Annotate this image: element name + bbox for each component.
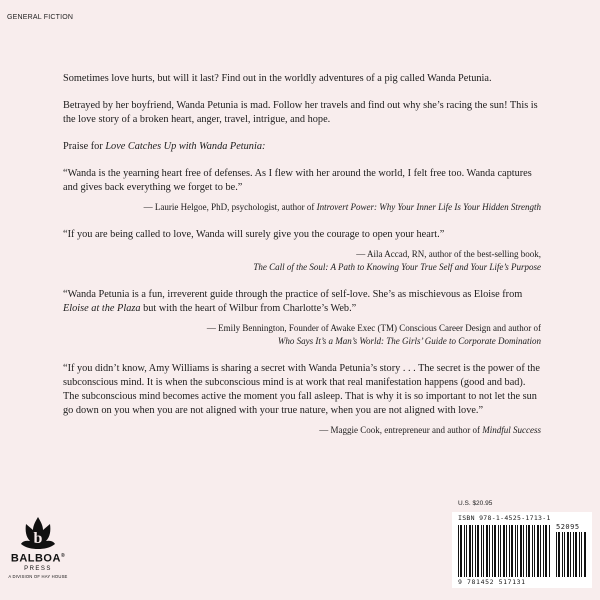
- category-label: GENERAL FICTION: [7, 14, 74, 21]
- attribution-2-author: — Aila Accad, RN, author of the best-selling book,: [356, 249, 541, 259]
- publisher-logo: [8, 516, 68, 580]
- praise-prefix: Praise for: [63, 141, 106, 152]
- attribution-1-book: Introvert Power: Why Your Inner Life Is Your Hidden Strength: [316, 202, 541, 212]
- barcode: [452, 512, 592, 588]
- attribution-2-book: The Call of the Soul: A Path to Knowing Your True Self and Your Life’s Purpose: [253, 262, 541, 272]
- attribution-1-author: — Laurie Helgoe, PhD, psychologist, author of: [143, 202, 317, 212]
- price-label: U.S. $20.95: [458, 500, 493, 507]
- addon-barcode-bars: [556, 532, 588, 577]
- attribution-1: [63, 201, 541, 214]
- back-cover-text: [63, 72, 541, 451]
- attribution-2: [63, 248, 541, 274]
- lotus-b-icon: [20, 516, 56, 550]
- attribution-3: [63, 322, 541, 348]
- attribution-3-book: Who Says It’s a Man’s World: The Girls’ Guide to Corporate Domination: [277, 336, 541, 346]
- quote-4: “If you didn’t know, Amy Williams is sharing a secret with Wanda Petunia’s story . . . The secret is the power of the subconscious mind. It is when the subconscious mind is at work that real manifestation happens (good and bad). The subconscious mind becomes active the moment you fall asleep. That is why it is so important to not let the sun go down on you when you are not aligned with your true nature, when you are not aligned with love.”: [63, 363, 540, 416]
- quote-3-italic: Eloise at the Plaza: [63, 303, 141, 314]
- quote-3: [63, 288, 541, 316]
- attribution-4-author: — Maggie Cook, entrepreneur and author of: [319, 425, 483, 435]
- quote-3-part-2: but with the heart of Wilbur from Charlotte’s Web.”: [140, 303, 357, 314]
- attribution-4-book: Mindful Success: [482, 425, 541, 435]
- book-title: Love Catches Up with Wanda Petunia:: [105, 141, 266, 152]
- svg-text:b: b: [33, 530, 43, 547]
- attribution-4: [63, 424, 541, 437]
- blurb-paragraph-2: Betrayed by her boyfriend, Wanda Petunia is mad. Follow her travels and find out why she’s racing the sun! This is the love story of a broken heart, anger, travel, intrigue, and hope.: [63, 100, 538, 125]
- praise-heading: [63, 140, 541, 154]
- publisher-name: BALBOA®: [10, 552, 66, 565]
- addon-number: 52095: [556, 523, 580, 531]
- attribution-3-author: — Emily Bennington, Founder of Awake Exec (TM) Conscious Career Design and author of: [206, 323, 541, 333]
- publisher-division: A DIVISION OF HAY HOUSE: [8, 573, 68, 579]
- publisher-press: PRESS: [24, 565, 52, 572]
- quote-1: “Wanda is the yearning heart free of defenses. As I flew with her around the world, I felt free too. Wanda captures and gives back everything we forget to be.”: [63, 168, 532, 193]
- isbn-text: ISBN 978-1-4525-1713-1: [458, 514, 551, 522]
- quote-2: “If you are being called to love, Wanda will surely give you the courage to open your heart.”: [63, 229, 445, 240]
- quote-3-part-1: “Wanda Petunia is a fun, irreverent guide through the practice of self-love. She’s as mischievous as Eloise from: [63, 289, 523, 300]
- ean-barcode-bars: [458, 525, 552, 577]
- barcode-number: 9 781452 517131: [458, 578, 526, 586]
- blurb-paragraph-1: Sometimes love hurts, but will it last? Find out in the worldly adventures of a pig called Wanda Petunia.: [63, 73, 492, 84]
